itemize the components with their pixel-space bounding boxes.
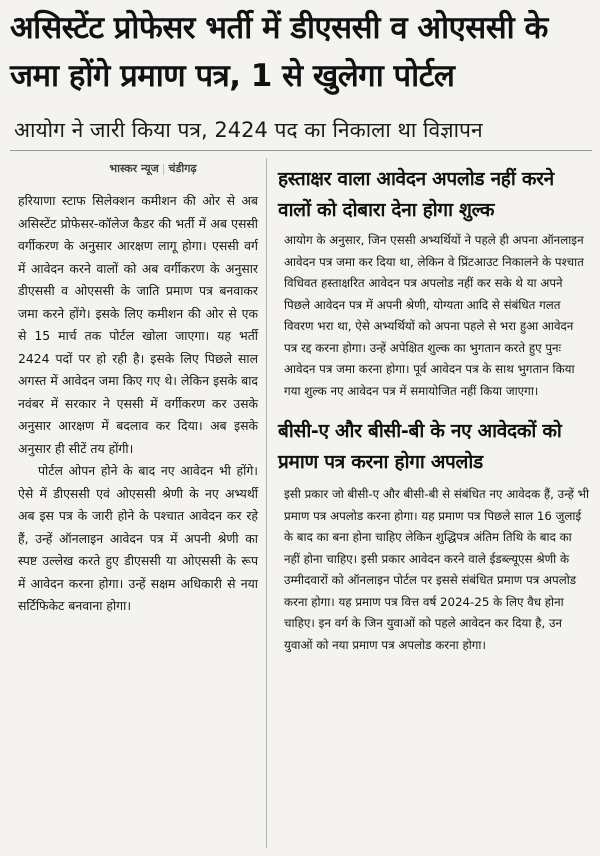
subheading-bc-certificate: बीसी-ए और बीसी-बी के नए आवेदकों को प्रमाण पत्र करना होगा अपलोड (278, 420, 562, 473)
byline: भास्कर न्यूज (109, 162, 159, 175)
left-column (18, 160, 258, 618)
headline: असिस्टेंट प्रोफेसर भर्ती में डीएससी व ओएससी के जमा होंगे प्रमाण पत्र, 1 से खुलेगा पोर्टल (10, 10, 548, 94)
location: चंडीगढ़ (168, 162, 197, 175)
right-column (278, 160, 590, 656)
column-divider (266, 158, 267, 848)
subheadline: आयोग ने जारी किया पत्र, 2424 पद का निकाला था विज्ञापन (14, 118, 483, 142)
dateline-separator: | (161, 162, 166, 175)
left-paragraph-2: पोर्टल ओपन होने के बाद नए आवेदन भी होंगे। ऐसे में डीएससी एवं ओएससी श्रेणी के नए अभ्यर्थी अब इस पत्र के जारी होने के पश्चात आवेदन कर रहे हैं, उन्हें ऑनलाइन आवेदन पत्र में अपनी श्रेणी का स्पष्ट उल्लेख करते हुए डीएससी या ओएससी के रूप में आवेदन करना होगा। उन्हें सक्षम अधिकारी से नया सर्टिफिकेट बनवाना होगा। (18, 463, 258, 613)
left-body (18, 190, 258, 618)
left-paragraph-1: हरियाणा स्टाफ सिलेक्शन कमीशन की ओर से अब असिस्टेंट प्रोफेसर-कॉलेज कैडर की भर्ती में अब एससी वर्गीकरण के अनुसार आरक्षण लागू होगा। एससी वर्ग में आवेदन करने वालों को अब वर्गीकरण के अनुसार डीएससी व ओएससी के जाति प्रमाण पत्र बनवाकर जमा करने होंगे। इसके लिए कमीशन की ओर से एक से 15 मार्च तक पोर्टल खोला जाएगा। यह भर्ती 2424 पदों पर हो रही है। इसके लिए पिछले साल अगस्त में आवेदन जमा किए गए थे। लेकिन इसके बाद नवंबर में सरकार ने एससी में वर्गीकरण कर उसके अनुसार आरक्षण में बदलाव कर दिया। अब इसके अनुसार ही सीटें तय होंगी। (18, 193, 258, 456)
subheading-signature-fee: हस्ताक्षर वाला आवेदन अपलोड नहीं करने वालों को दोबारा देना होगा शुल्क (278, 168, 554, 221)
dateline (48, 160, 258, 178)
right-paragraph-1: आयोग के अनुसार, जिन एससी अभ्यर्थियों ने पहले ही अपना ऑनलाइन आवेदन पत्र जमा कर दिया था, लेकिन वे प्रिंटआउट निकालने के पश्चात विधिवत हस्ताक्षरित आवेदन पत्र अपलोड नहीं कर सके थे या अपने पिछले आवेदन पत्र में अपनी श्रेणी, योग्यता आदि से संबंधित गलत विवरण भरा था, ऐसे अभ्यर्थियों को अपना पहले से भरा हुआ आवेदन पत्र रद्द करना होगा। उन्हें अपेक्षित शुल्क का भुगतान करते हुए पुनः आवेदन पत्र जमा करना होगा। पूर्व आवेदन पत्र के साथ भुगतान किया गया शुल्क नए आवेदन पत्र में समायोजित नहीं किया जाएगा। (284, 233, 584, 398)
header-divider (10, 150, 592, 151)
right-paragraph-2: इसी प्रकार जो बीसी-ए और बीसी-बी से संबंधित नए आवेदक हैं, उन्हें भी प्रमाण पत्र अपलोड करना होगा। यह प्रमाण पत्र पिछले साल 16 जुलाई के बाद का बना होना चाहिए लेकिन शुद्धिपत्र अंतिम तिथि के बाद का नहीं होना चाहिए। इसी प्रकार आवेदन करने वाले ईडब्ल्यूएस श्रेणी के उम्मीदवारों को ऑनलाइन पोर्टल पर इससे संबंधित प्रमाण पत्र अपलोड करना होगा। यह प्रमाण पत्र वित्त वर्ष 2024-25 के लिए वैध होना चाहिए। इन वर्ग के जिन युवाओं को पहले आवेदन कर दिया है, उन युवाओं को नया प्रमाण पत्र अपलोड करना होगा। (284, 487, 589, 652)
